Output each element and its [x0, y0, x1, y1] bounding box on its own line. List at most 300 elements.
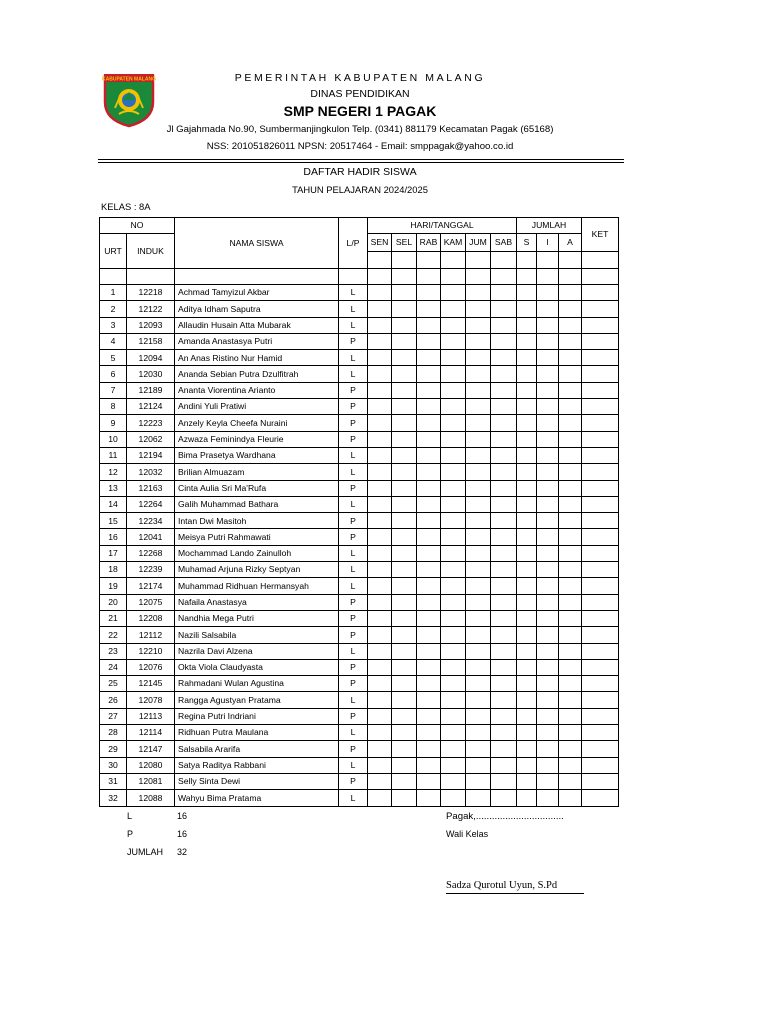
row-urt: 11: [100, 447, 127, 463]
attendance-cell[interactable]: [417, 496, 441, 512]
attendance-cell[interactable]: [441, 285, 466, 301]
row-urt: 26: [100, 692, 127, 708]
row-induk: 12234: [127, 513, 175, 529]
attendance-cell[interactable]: [491, 676, 517, 692]
ket-cell: [582, 578, 619, 594]
row-induk: 12264: [127, 496, 175, 512]
row-name: Salsabila Ararifa: [175, 741, 339, 757]
row-urt: 14: [100, 496, 127, 512]
attendance-cell[interactable]: [368, 415, 392, 431]
attendance-cell[interactable]: [368, 301, 392, 317]
attendance-cell[interactable]: [466, 301, 491, 317]
attendance-cell[interactable]: [368, 676, 392, 692]
attendance-cell[interactable]: [417, 578, 441, 594]
attendance-cell[interactable]: [441, 676, 466, 692]
attendance-cell[interactable]: [392, 676, 417, 692]
attendance-cell[interactable]: [466, 659, 491, 675]
attendance-cell[interactable]: [417, 382, 441, 398]
header-total: S: [517, 234, 537, 252]
attendance-cell[interactable]: [441, 545, 466, 561]
attendance-cell[interactable]: [441, 382, 466, 398]
table-row: [100, 578, 619, 594]
attendance-cell[interactable]: [417, 285, 441, 301]
table-row: [100, 790, 619, 806]
attendance-cell[interactable]: [417, 431, 441, 447]
attendance-cell[interactable]: [417, 757, 441, 773]
attendance-cell[interactable]: [466, 333, 491, 349]
table-spacer-row: [100, 269, 619, 285]
attendance-cell[interactable]: [466, 464, 491, 480]
attendance-cell[interactable]: [417, 708, 441, 724]
row-name: Nandhia Mega Putri: [175, 610, 339, 626]
attendance-cell[interactable]: [368, 513, 392, 529]
attendance-cell[interactable]: [491, 627, 517, 643]
attendance-cell[interactable]: [491, 301, 517, 317]
total-cell: [517, 659, 537, 675]
attendance-cell[interactable]: [392, 529, 417, 545]
total-cell: [517, 301, 537, 317]
attendance-cell[interactable]: [491, 431, 517, 447]
row-lp: L: [339, 578, 368, 594]
ket-cell: [582, 562, 619, 578]
attendance-cell[interactable]: [491, 366, 517, 382]
table-row: [100, 496, 619, 512]
attendance-cell[interactable]: [392, 317, 417, 333]
total-cell: [517, 415, 537, 431]
total-cell: [537, 513, 559, 529]
attendance-cell[interactable]: [368, 741, 392, 757]
attendance-cell[interactable]: [466, 757, 491, 773]
attendance-cell[interactable]: [491, 529, 517, 545]
attendance-cell[interactable]: [441, 399, 466, 415]
row-induk: 12113: [127, 708, 175, 724]
total-cell: [537, 790, 559, 806]
attendance-cell[interactable]: [368, 447, 392, 463]
table-row: [100, 659, 619, 675]
attendance-cell[interactable]: [417, 627, 441, 643]
attendance-cell[interactable]: [491, 447, 517, 463]
attendance-cell[interactable]: [491, 610, 517, 626]
attendance-cell[interactable]: [466, 399, 491, 415]
attendance-cell[interactable]: [392, 708, 417, 724]
table-row: [100, 692, 619, 708]
attendance-cell[interactable]: [392, 545, 417, 561]
attendance-cell[interactable]: [491, 725, 517, 741]
attendance-cell[interactable]: [441, 301, 466, 317]
row-name: Selly Sinta Dewi: [175, 773, 339, 789]
attendance-cell[interactable]: [368, 725, 392, 741]
attendance-cell[interactable]: [441, 708, 466, 724]
attendance-cell[interactable]: [441, 464, 466, 480]
place-date: Pagak,.................................: [446, 811, 564, 822]
total-cell: [537, 578, 559, 594]
attendance-cell[interactable]: [392, 741, 417, 757]
table-row: [100, 431, 619, 447]
attendance-cell[interactable]: [392, 399, 417, 415]
letterhead-divider: [98, 159, 624, 160]
attendance-cell[interactable]: [392, 594, 417, 610]
attendance-cell[interactable]: [368, 773, 392, 789]
attendance-cell[interactable]: [392, 496, 417, 512]
row-urt: 27: [100, 708, 127, 724]
government-name: PEMERINTAH KABUPATEN MALANG: [234, 72, 486, 84]
attendance-cell[interactable]: [441, 741, 466, 757]
attendance-cell[interactable]: [368, 382, 392, 398]
attendance-cell[interactable]: [491, 496, 517, 512]
row-urt: 13: [100, 480, 127, 496]
attendance-cell[interactable]: [466, 643, 491, 659]
attendance-cell[interactable]: [417, 366, 441, 382]
attendance-cell[interactable]: [441, 659, 466, 675]
attendance-cell[interactable]: [466, 708, 491, 724]
attendance-cell[interactable]: [441, 627, 466, 643]
attendance-cell[interactable]: [417, 725, 441, 741]
attendance-cell[interactable]: [491, 773, 517, 789]
attendance-cell[interactable]: [368, 643, 392, 659]
attendance-cell[interactable]: [368, 480, 392, 496]
attendance-cell[interactable]: [417, 562, 441, 578]
attendance-cell[interactable]: [466, 610, 491, 626]
attendance-cell[interactable]: [441, 725, 466, 741]
total-cell: [537, 382, 559, 398]
attendance-cell[interactable]: [491, 545, 517, 561]
attendance-cell[interactable]: [417, 529, 441, 545]
total-cell: [517, 578, 537, 594]
attendance-cell[interactable]: [368, 659, 392, 675]
row-urt: 10: [100, 431, 127, 447]
attendance-cell[interactable]: [441, 643, 466, 659]
attendance-cell[interactable]: [441, 480, 466, 496]
row-urt: 22: [100, 627, 127, 643]
attendance-cell[interactable]: [417, 692, 441, 708]
total-cell: [559, 692, 582, 708]
attendance-cell[interactable]: [491, 708, 517, 724]
attendance-cell[interactable]: [368, 708, 392, 724]
attendance-cell[interactable]: [466, 350, 491, 366]
row-induk: 12218: [127, 285, 175, 301]
total-cell: [537, 431, 559, 447]
attendance-cell[interactable]: [392, 382, 417, 398]
attendance-cell[interactable]: [491, 480, 517, 496]
attendance-cell[interactable]: [466, 627, 491, 643]
school-ids: NSS: 201051826011 NPSN: 20517464 - Email: smppagak@yahoo.co.id: [206, 141, 514, 152]
row-lp: L: [339, 725, 368, 741]
attendance-cell[interactable]: [466, 513, 491, 529]
attendance-cell[interactable]: [491, 692, 517, 708]
attendance-cell[interactable]: [392, 790, 417, 806]
row-lp: L: [339, 562, 368, 578]
attendance-cell[interactable]: [392, 643, 417, 659]
attendance-cell[interactable]: [441, 773, 466, 789]
attendance-cell[interactable]: [466, 366, 491, 382]
row-lp: L: [339, 790, 368, 806]
row-lp: P: [339, 708, 368, 724]
attendance-cell[interactable]: [441, 562, 466, 578]
attendance-cell[interactable]: [466, 676, 491, 692]
attendance-cell[interactable]: [417, 594, 441, 610]
table-row: [100, 513, 619, 529]
attendance-cell[interactable]: [392, 513, 417, 529]
attendance-cell[interactable]: [417, 513, 441, 529]
attendance-cell[interactable]: [392, 725, 417, 741]
attendance-cell[interactable]: [368, 692, 392, 708]
attendance-cell[interactable]: [392, 301, 417, 317]
attendance-cell[interactable]: [466, 496, 491, 512]
attendance-cell[interactable]: [392, 415, 417, 431]
row-lp: L: [339, 545, 368, 561]
attendance-cell[interactable]: [392, 464, 417, 480]
total-cell: [559, 399, 582, 415]
total-cell: [517, 529, 537, 545]
attendance-cell[interactable]: [441, 578, 466, 594]
row-urt: 8: [100, 399, 127, 415]
row-induk: 12030: [127, 366, 175, 382]
attendance-cell[interactable]: [392, 285, 417, 301]
row-urt: 7: [100, 382, 127, 398]
total-cell: [517, 725, 537, 741]
attendance-cell[interactable]: [417, 610, 441, 626]
attendance-cell[interactable]: [466, 562, 491, 578]
row-name: Rangga Agustyan Pratama: [175, 692, 339, 708]
attendance-cell[interactable]: [466, 578, 491, 594]
attendance-cell[interactable]: [417, 447, 441, 463]
attendance-cell[interactable]: [466, 415, 491, 431]
attendance-cell[interactable]: [466, 725, 491, 741]
row-lp: P: [339, 676, 368, 692]
attendance-cell[interactable]: [491, 399, 517, 415]
attendance-cell[interactable]: [417, 480, 441, 496]
total-cell: [559, 627, 582, 643]
attendance-cell[interactable]: [392, 578, 417, 594]
attendance-cell[interactable]: [491, 562, 517, 578]
attendance-cell[interactable]: [441, 317, 466, 333]
attendance-cell[interactable]: [466, 545, 491, 561]
attendance-cell[interactable]: [466, 594, 491, 610]
attendance-cell[interactable]: [417, 464, 441, 480]
attendance-cell[interactable]: [491, 333, 517, 349]
row-induk: 12080: [127, 757, 175, 773]
ket-cell: [582, 676, 619, 692]
attendance-cell[interactable]: [441, 496, 466, 512]
total-cell: [559, 480, 582, 496]
attendance-cell[interactable]: [417, 773, 441, 789]
row-name: Azwaza Feminindya Fleurie: [175, 431, 339, 447]
total-cell: [517, 447, 537, 463]
total-cell: [517, 741, 537, 757]
attendance-cell[interactable]: [368, 610, 392, 626]
attendance-cell[interactable]: [491, 643, 517, 659]
document-title: DAFTAR HADIR SISWA: [303, 166, 417, 178]
total-cell: [537, 366, 559, 382]
attendance-cell[interactable]: [491, 790, 517, 806]
attendance-cell[interactable]: [417, 741, 441, 757]
attendance-cell[interactable]: [441, 790, 466, 806]
attendance-cell[interactable]: [417, 659, 441, 675]
row-name: Nazrila Davi Alzena: [175, 643, 339, 659]
attendance-cell[interactable]: [368, 464, 392, 480]
attendance-cell[interactable]: [368, 350, 392, 366]
row-urt: 28: [100, 725, 127, 741]
attendance-cell[interactable]: [441, 610, 466, 626]
total-cell: [517, 333, 537, 349]
header-day: KAM: [441, 234, 466, 252]
attendance-cell[interactable]: [441, 350, 466, 366]
total-cell: [537, 725, 559, 741]
total-cell: [559, 643, 582, 659]
row-lp: P: [339, 399, 368, 415]
table-row: [100, 447, 619, 463]
attendance-cell[interactable]: [491, 757, 517, 773]
header-day: SEN: [368, 234, 392, 252]
row-lp: P: [339, 659, 368, 675]
attendance-cell[interactable]: [491, 317, 517, 333]
attendance-cell[interactable]: [491, 464, 517, 480]
attendance-cell[interactable]: [441, 447, 466, 463]
attendance-cell[interactable]: [441, 415, 466, 431]
total-cell: [559, 301, 582, 317]
attendance-cell[interactable]: [417, 545, 441, 561]
total-cell: [517, 317, 537, 333]
attendance-cell[interactable]: [441, 333, 466, 349]
attendance-cell[interactable]: [491, 285, 517, 301]
attendance-cell[interactable]: [466, 741, 491, 757]
attendance-cell[interactable]: [441, 366, 466, 382]
attendance-cell[interactable]: [466, 382, 491, 398]
class-label: KELAS : 8A: [101, 201, 151, 212]
signer-role: Wali Kelas: [446, 829, 489, 839]
attendance-cell[interactable]: [392, 366, 417, 382]
attendance-cell[interactable]: [368, 757, 392, 773]
summary-l-label: L: [127, 811, 133, 821]
attendance-cell[interactable]: [466, 431, 491, 447]
attendance-cell[interactable]: [368, 366, 392, 382]
attendance-cell[interactable]: [466, 447, 491, 463]
attendance-cell[interactable]: [417, 676, 441, 692]
attendance-cell[interactable]: [392, 480, 417, 496]
attendance-cell[interactable]: [417, 643, 441, 659]
ket-cell: [582, 350, 619, 366]
row-urt: 17: [100, 545, 127, 561]
total-cell: [517, 545, 537, 561]
attendance-cell[interactable]: [491, 659, 517, 675]
attendance-cell[interactable]: [491, 415, 517, 431]
attendance-cell[interactable]: [417, 333, 441, 349]
table-row: [100, 757, 619, 773]
attendance-cell[interactable]: [392, 659, 417, 675]
row-induk: 12041: [127, 529, 175, 545]
attendance-cell[interactable]: [392, 757, 417, 773]
header-induk: INDUK: [127, 234, 175, 269]
attendance-cell[interactable]: [368, 562, 392, 578]
row-name: Mochammad Lando Zainulloh: [175, 545, 339, 561]
attendance-cell[interactable]: [368, 594, 392, 610]
attendance-cell[interactable]: [441, 529, 466, 545]
total-cell: [517, 594, 537, 610]
attendance-cell[interactable]: [491, 350, 517, 366]
attendance-cell[interactable]: [392, 627, 417, 643]
attendance-cell[interactable]: [368, 399, 392, 415]
row-name: Achmad Tamyizul Akbar: [175, 285, 339, 301]
total-cell: [537, 741, 559, 757]
attendance-cell[interactable]: [491, 513, 517, 529]
attendance-cell[interactable]: [441, 692, 466, 708]
attendance-cell[interactable]: [466, 480, 491, 496]
table-row: [100, 464, 619, 480]
attendance-cell[interactable]: [368, 431, 392, 447]
attendance-cell[interactable]: [466, 317, 491, 333]
attendance-cell[interactable]: [417, 350, 441, 366]
total-cell: [537, 643, 559, 659]
attendance-cell[interactable]: [368, 790, 392, 806]
table-row: [100, 708, 619, 724]
attendance-cell[interactable]: [368, 627, 392, 643]
attendance-cell[interactable]: [491, 382, 517, 398]
attendance-cell[interactable]: [417, 415, 441, 431]
attendance-cell[interactable]: [392, 350, 417, 366]
total-cell: [559, 382, 582, 398]
attendance-cell[interactable]: [368, 578, 392, 594]
table-row: [100, 480, 619, 496]
attendance-cell[interactable]: [392, 447, 417, 463]
header-days-group: HARI/TANGGAL: [368, 218, 517, 234]
total-cell: [517, 790, 537, 806]
table-row: [100, 627, 619, 643]
attendance-cell[interactable]: [417, 399, 441, 415]
attendance-cell[interactable]: [466, 773, 491, 789]
attendance-cell[interactable]: [368, 529, 392, 545]
attendance-cell[interactable]: [466, 529, 491, 545]
total-cell: [537, 562, 559, 578]
attendance-cell[interactable]: [392, 692, 417, 708]
attendance-cell[interactable]: [491, 578, 517, 594]
row-name: Galih Muhammad Bathara: [175, 496, 339, 512]
attendance-cell[interactable]: [491, 594, 517, 610]
total-cell: [517, 773, 537, 789]
attendance-cell[interactable]: [441, 513, 466, 529]
total-cell: [559, 415, 582, 431]
attendance-cell[interactable]: [368, 317, 392, 333]
attendance-cell[interactable]: [466, 285, 491, 301]
attendance-cell[interactable]: [417, 790, 441, 806]
row-induk: 12114: [127, 725, 175, 741]
row-lp: L: [339, 317, 368, 333]
attendance-cell[interactable]: [368, 496, 392, 512]
attendance-cell[interactable]: [392, 333, 417, 349]
attendance-cell[interactable]: [392, 773, 417, 789]
attendance-cell[interactable]: [368, 285, 392, 301]
attendance-cell[interactable]: [368, 333, 392, 349]
attendance-cell[interactable]: [466, 692, 491, 708]
total-cell: [559, 366, 582, 382]
attendance-cell[interactable]: [392, 562, 417, 578]
attendance-cell[interactable]: [491, 741, 517, 757]
attendance-cell[interactable]: [392, 610, 417, 626]
row-urt: 23: [100, 643, 127, 659]
total-cell: [559, 464, 582, 480]
attendance-cell[interactable]: [417, 301, 441, 317]
attendance-cell[interactable]: [466, 790, 491, 806]
attendance-cell[interactable]: [417, 317, 441, 333]
attendance-cell[interactable]: [441, 431, 466, 447]
row-urt: 6: [100, 366, 127, 382]
ket-cell: [582, 317, 619, 333]
attendance-cell[interactable]: [392, 431, 417, 447]
row-induk: 12208: [127, 610, 175, 626]
attendance-cell[interactable]: [441, 757, 466, 773]
attendance-cell[interactable]: [441, 594, 466, 610]
attendance-cell[interactable]: [368, 545, 392, 561]
row-lp: L: [339, 350, 368, 366]
